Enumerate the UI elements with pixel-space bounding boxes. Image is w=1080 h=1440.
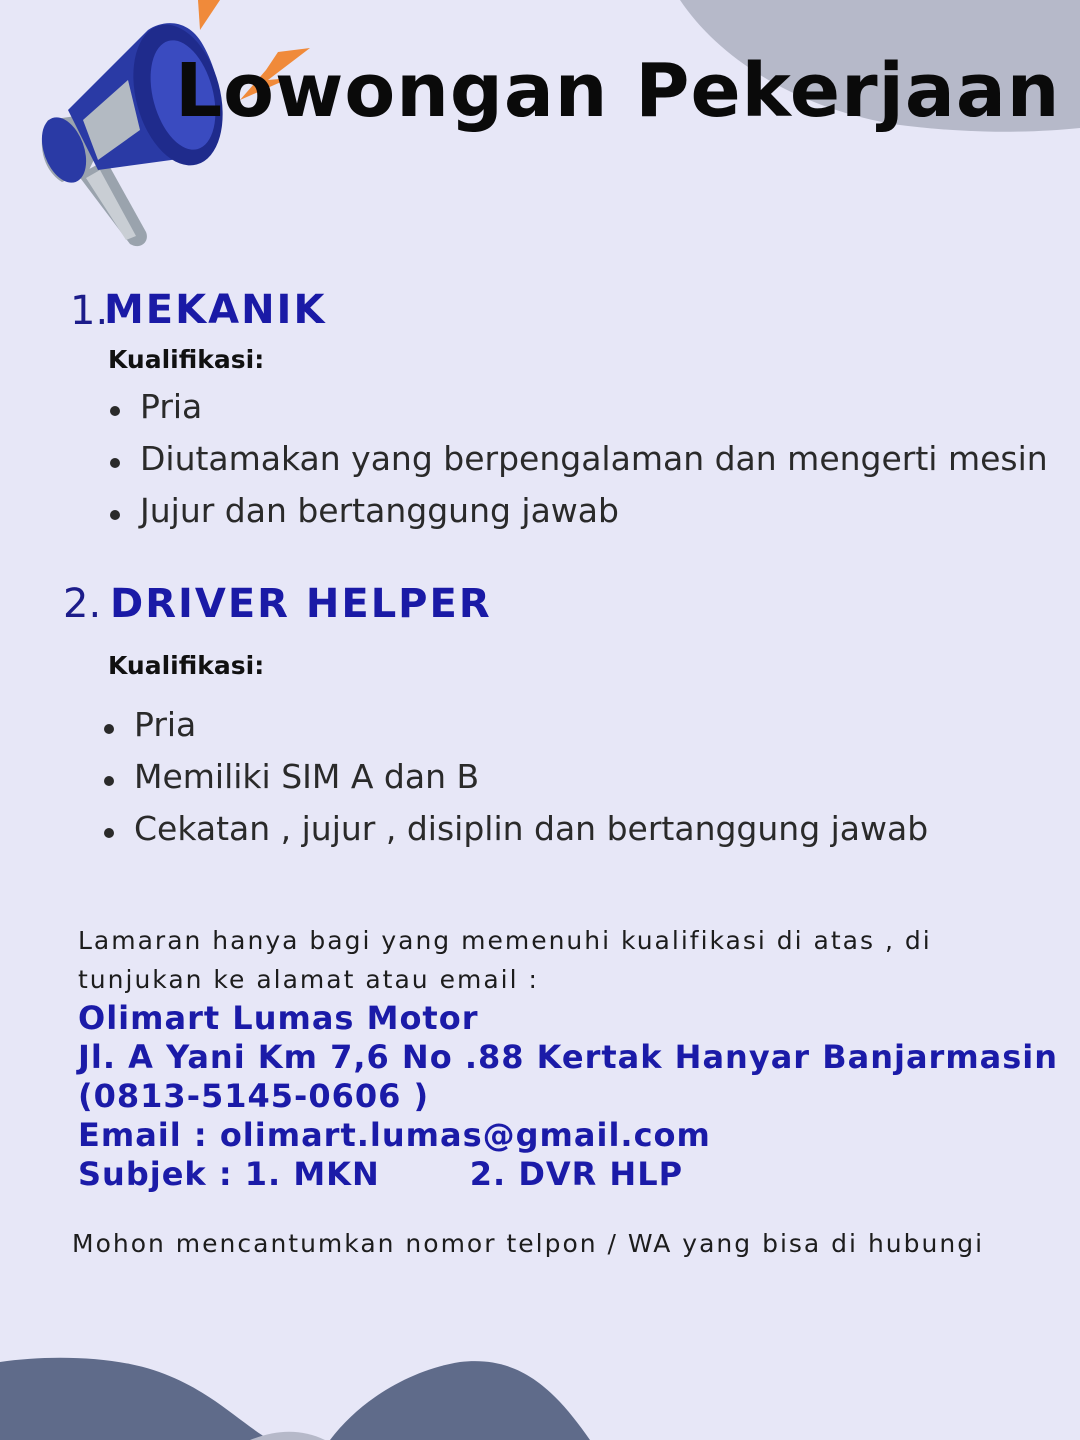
bullet-icon <box>110 510 120 520</box>
job-number: 1. <box>70 288 109 334</box>
list-item: Jujur dan bertanggung jawab <box>110 488 1048 540</box>
job-number: 2. <box>63 581 102 627</box>
list-item: Cekatan , jujur , disiplin dan bertanggung jawab <box>104 806 928 858</box>
page-title: Lowongan Pekerjaan <box>175 48 1061 134</box>
job-title: MEKANIK <box>104 287 327 333</box>
footer-note: Mohon mencantumkan nomor telpon / WA yang bisa di hubungi <box>72 1229 985 1258</box>
qualification-list <box>110 384 1048 540</box>
company-phone: (0813-5145-0606 ) <box>78 1077 430 1115</box>
qualification-label: Kualifikasi: <box>108 651 265 680</box>
bottom-center-wave <box>330 1361 590 1440</box>
company-address: Jl. A Yani Km 7,6 No .88 Kertak Hanyar Banjarmasin <box>78 1038 1059 1076</box>
bullet-icon <box>104 724 114 734</box>
list-item: Memiliki SIM A dan B <box>104 754 928 806</box>
list-item: Diutamakan yang berpengalaman dan mengerti mesin <box>110 436 1048 488</box>
qualification-label: Kualifikasi: <box>108 345 265 374</box>
bullet-icon <box>110 406 120 416</box>
company-name: Olimart Lumas Motor <box>78 999 479 1037</box>
bullet-icon <box>104 828 114 838</box>
bullet-icon <box>110 458 120 468</box>
subject-first: Subjek : 1. MKN <box>78 1155 380 1193</box>
subject-line <box>78 1155 1058 1194</box>
application-note: Lamaran hanya bagi yang memenuhi kualifikasi di atas , di tunjukan ke alamat atau email : <box>78 926 932 994</box>
qualification-list <box>104 702 928 858</box>
subject-second: 2. DVR HLP <box>469 1155 684 1193</box>
contact-block <box>78 999 1058 1194</box>
bullet-icon <box>104 776 114 786</box>
bottom-left-wave <box>0 1358 270 1440</box>
list-item: Pria <box>110 384 1048 436</box>
list-item: Pria <box>104 702 928 754</box>
company-email: Email : olimart.lumas@gmail.com <box>78 1116 711 1154</box>
job-title: DRIVER HELPER <box>110 581 492 627</box>
